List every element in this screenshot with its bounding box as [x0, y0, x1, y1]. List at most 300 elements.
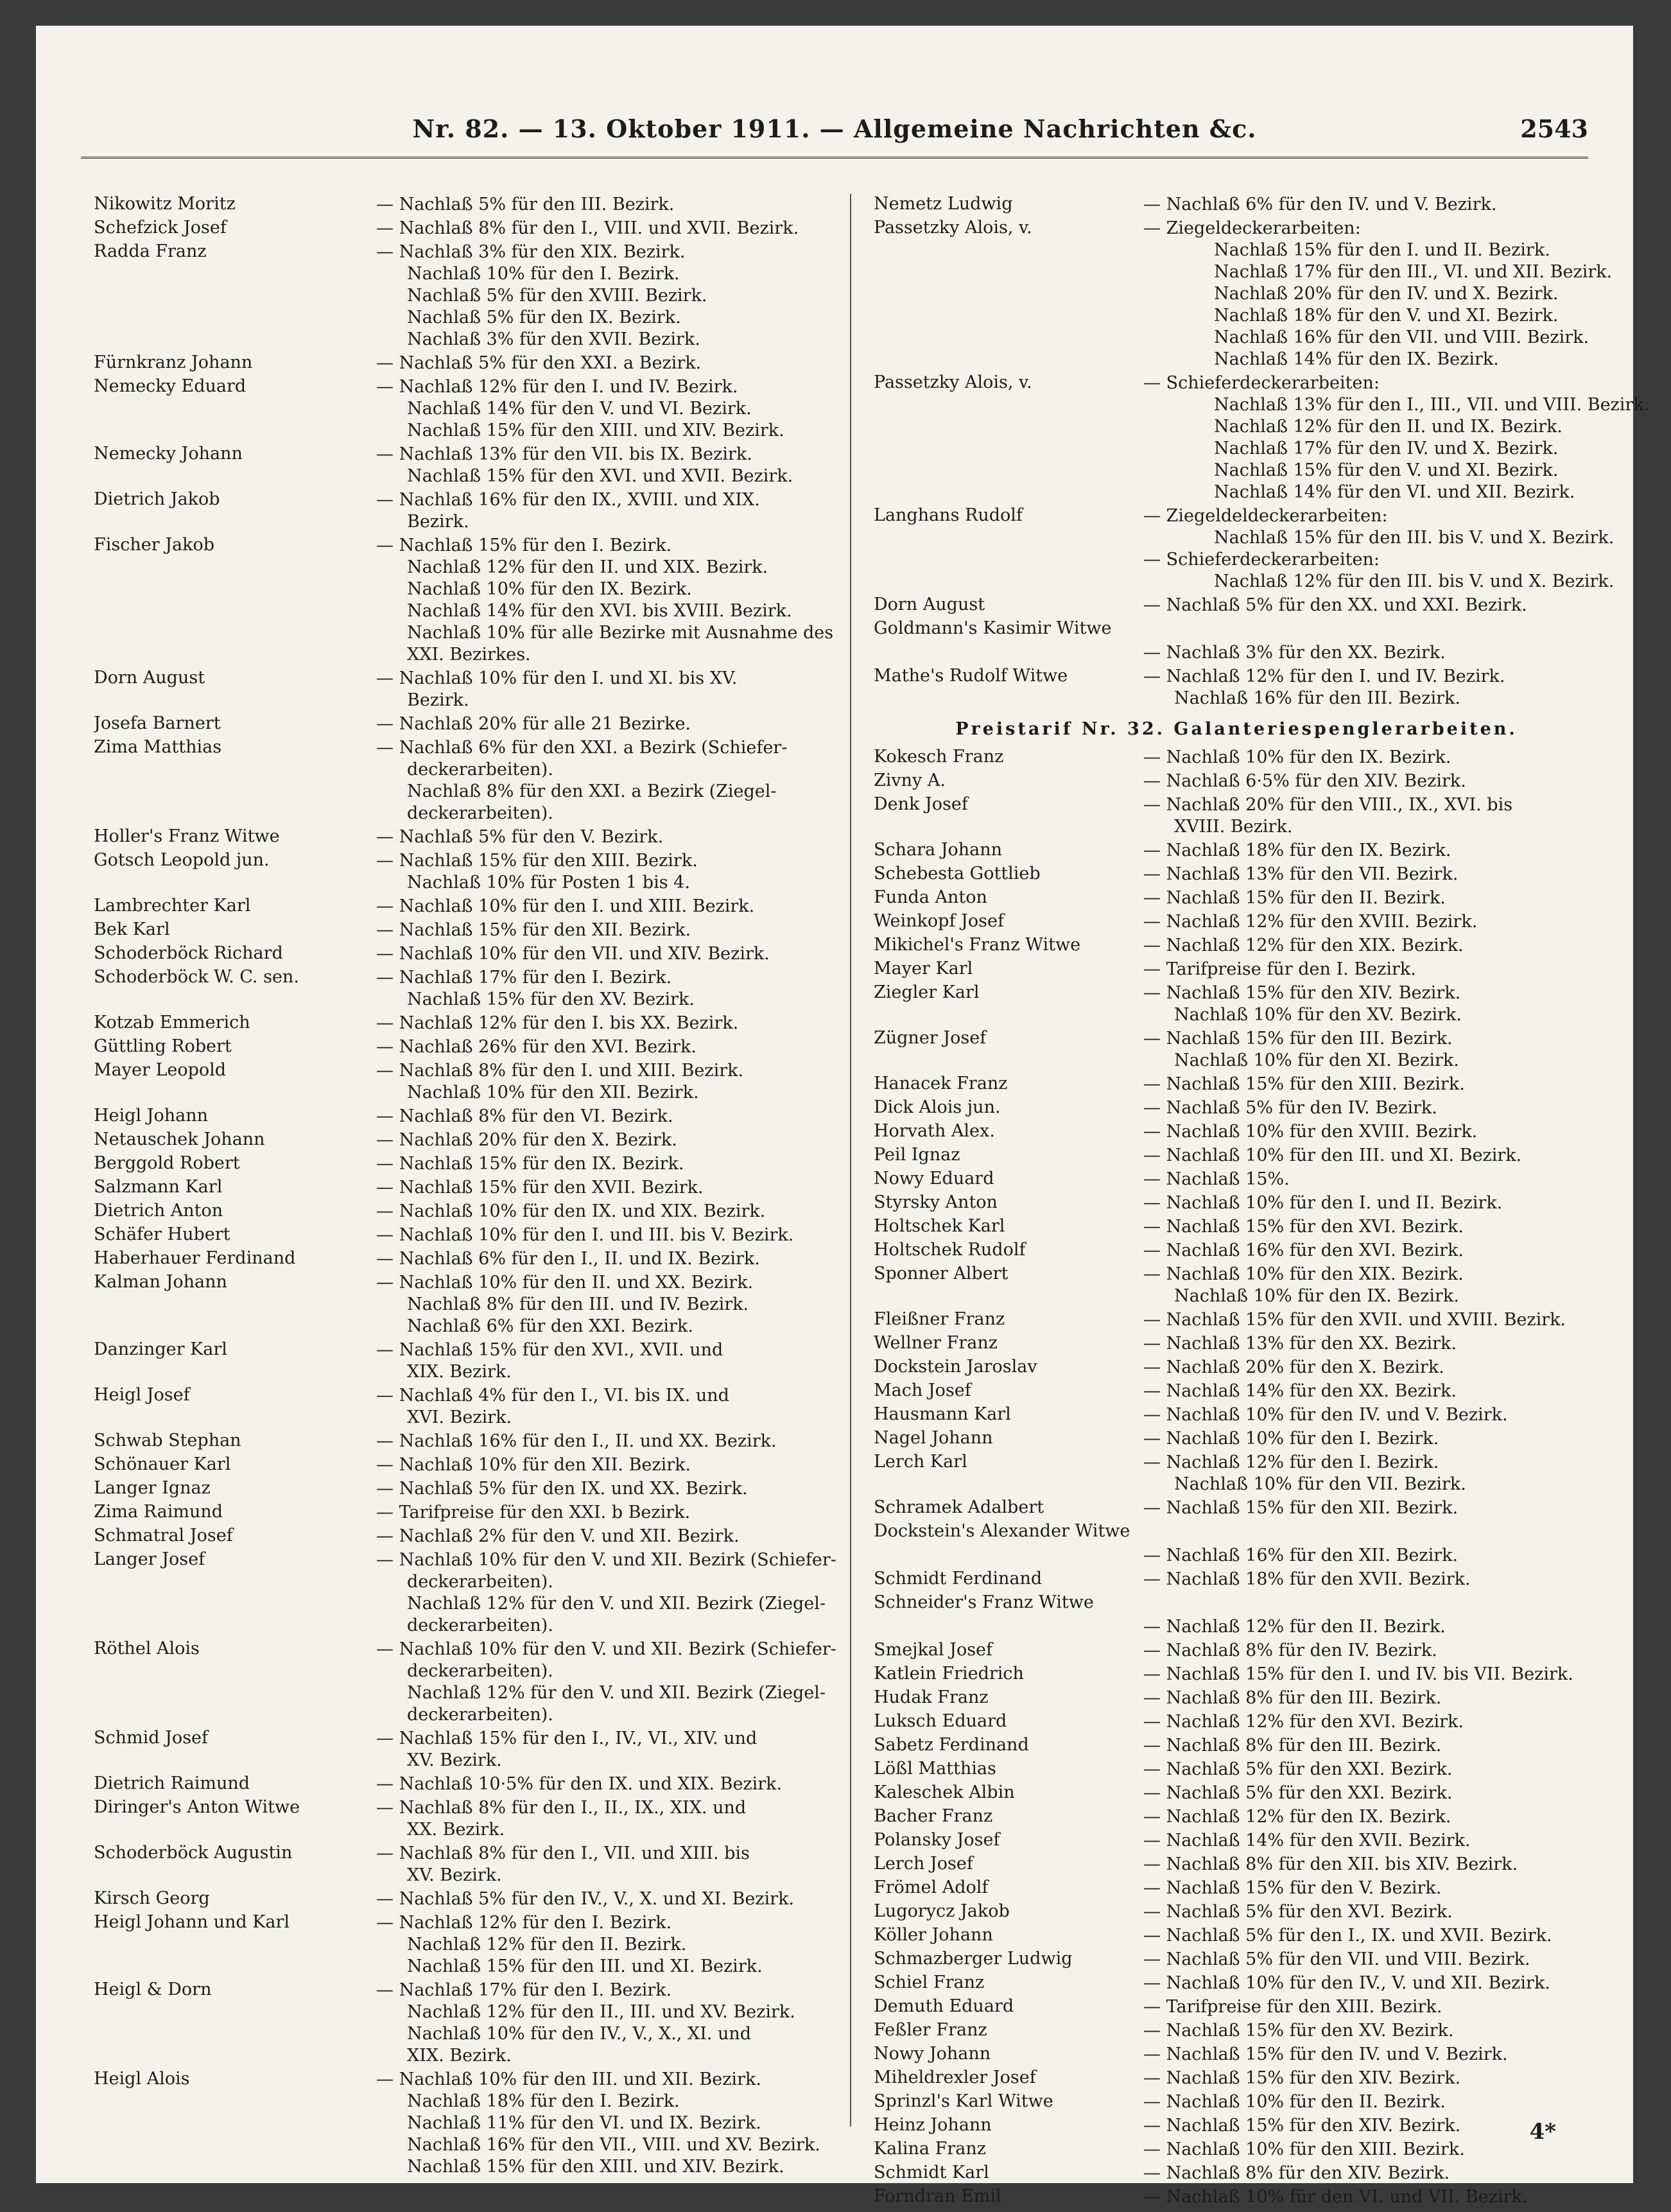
- entry-name: Schmazberger Ludwig: [874, 1949, 1073, 1969]
- entry-line: — Nachlaß 15% für den I. und IV. bis VII. Bezirk.: [1143, 1664, 1573, 1684]
- entry-name: Schara Johann: [874, 840, 1003, 860]
- entry-line: — Ziegeldeldeckerarbeiten:: [1143, 506, 1388, 526]
- entry-line: Nachlaß 15% für den XVI. und XVII. Bezirk.: [407, 466, 793, 486]
- entry-line: XVI. Bezirk.: [407, 1407, 512, 1427]
- entry-name: Heigl Johann und Karl: [94, 1912, 290, 1932]
- entry-line: Nachlaß 12% für den II. Bezirk.: [407, 1935, 687, 1955]
- entry-lines: [376, 444, 819, 487]
- entry-line: — Nachlaß 3% für den XIX. Bezirk.: [376, 242, 686, 262]
- entry-lines: [376, 850, 819, 894]
- entry-name: Schwab Stephan: [94, 1431, 241, 1450]
- entry-lines: [1143, 887, 1599, 909]
- entry-name: Kalina Franz: [874, 2139, 986, 2159]
- entry-line: deckerarbeiten).: [407, 1661, 553, 1681]
- column-divider: [850, 194, 851, 2127]
- list-item: [94, 1153, 819, 1175]
- entry-name: Heigl Johann: [94, 1106, 209, 1126]
- entry-line: — Nachlaß 13% für den XX. Bezirk.: [1143, 1334, 1457, 1354]
- entry-line: — Nachlaß 10% für den XVIII. Bezirk.: [1143, 1122, 1478, 1142]
- entry-lines: [376, 1201, 819, 1223]
- header-rule: [81, 157, 1588, 165]
- entry-lines: [1143, 1640, 1599, 1662]
- entry-name: Zima Matthias: [94, 737, 222, 757]
- entry-line: Nachlaß 18% für den V. und XI. Bezirk.: [1214, 306, 1559, 326]
- entry-line: Nachlaß 10% für den XV. Bezirk.: [1174, 1005, 1462, 1025]
- entry-line: Nachlaß 15% für den III. bis V. und X. Bezirk.: [1214, 528, 1615, 548]
- list-item: [94, 850, 819, 894]
- entry-name: Bacher Franz: [874, 1806, 993, 1826]
- list-item: [874, 1521, 1599, 1543]
- list-item: [94, 1106, 819, 1128]
- entry-name: Lößl Matthias: [874, 1759, 996, 1779]
- list-item: [94, 1431, 819, 1452]
- entry-lines: [376, 1224, 819, 1246]
- list-item: [874, 771, 1599, 792]
- entry-lines: [1143, 1782, 1599, 1804]
- list-item: [874, 911, 1599, 933]
- entry-name: Dietrich Anton: [94, 1201, 223, 1221]
- entry-line: Nachlaß 10% für den XI. Bezirk.: [1174, 1050, 1459, 1070]
- entry-lines: [376, 1060, 819, 1104]
- entry-lines: [1143, 2068, 1599, 2089]
- entry-line: — Nachlaß 10% für den III. und XII. Bezirk.: [376, 2069, 761, 2089]
- entry-lines: [376, 1248, 819, 1270]
- entry-line: — Nachlaß 10% für den I. und III. bis V. Bezirk.: [376, 1225, 794, 1245]
- entry-lines: [1143, 1973, 1599, 1994]
- list-item: [94, 353, 819, 374]
- entry-name: Güttling Robert: [94, 1036, 232, 1056]
- entry-lines: [376, 1153, 819, 1175]
- entry-name: Zima Raimund: [94, 1502, 223, 1522]
- list-item: [874, 1404, 1599, 1426]
- entry-lines: [376, 1843, 819, 1886]
- entry-lines: [376, 376, 819, 442]
- entry-lines: [1143, 2186, 1599, 2208]
- list-item: [94, 1224, 819, 1246]
- list-item: [874, 840, 1599, 862]
- entry-line: — Nachlaß 15% für den II. Bezirk.: [1143, 888, 1446, 908]
- entry-line: — Tarifpreise für den XIII. Bezirk.: [1143, 1997, 1442, 2017]
- entry-lines: [1143, 747, 1599, 769]
- entry-name: Lambrechter Karl: [94, 896, 251, 916]
- list-item: [874, 218, 1613, 370]
- entry-name: Dick Alois jun.: [874, 1097, 1001, 1117]
- list-item: [874, 935, 1599, 957]
- entry-lines: [376, 713, 819, 735]
- signature-mark: 4*: [1529, 2119, 1556, 2145]
- entry-line: Nachlaß 14% für den VI. und XII. Bezirk.: [1214, 482, 1575, 502]
- list-item: [874, 1569, 1599, 1590]
- entry-name: Dorn August: [874, 595, 985, 614]
- entry-line: deckerarbeiten).: [407, 803, 553, 823]
- entry-name: Röthel Alois: [94, 1639, 200, 1659]
- entry-name: Denk Josef: [874, 794, 968, 814]
- list-item: [874, 1428, 1599, 1450]
- entry-name: Schmid Josef: [94, 1728, 209, 1748]
- entry-lines: [376, 2069, 820, 2178]
- entry-line: Nachlaß 10% für den I. Bezirk.: [407, 264, 680, 284]
- entry-lines: [1143, 1925, 1599, 1947]
- entry-lines: [1143, 1759, 1599, 1781]
- entry-line: — Nachlaß 8% für den XII. bis XIV. Bezirk.: [1143, 1854, 1518, 1874]
- section-heading: Preistarif Nr. 32. Galanteriespenglerarbeiten.: [955, 719, 1518, 739]
- entry-line: Nachlaß 10% für den IX. Bezirk.: [407, 579, 692, 599]
- entry-lines: [376, 1728, 819, 1772]
- right-column: [874, 194, 1650, 2210]
- entry-line: — Ziegeldeckerarbeiten:: [1143, 218, 1361, 238]
- entry-line: Nachlaß 15% für den V. und XI. Bezirk.: [1214, 460, 1559, 480]
- entry-lines: [1143, 2163, 1599, 2184]
- entry-line: — Nachlaß 10% für den VII. und XIV. Bezirk.: [376, 944, 770, 964]
- entry-line: — Nachlaß 6% für den IV. und V. Bezirk.: [1143, 195, 1497, 214]
- list-item: [874, 1121, 1599, 1143]
- entry-lines: [1143, 642, 1599, 664]
- list-item: [94, 376, 819, 442]
- entry-line: — Nachlaß 15% für den XIV. Bezirk.: [1143, 2068, 1461, 2088]
- entry-line: [1143, 1592, 1599, 1614]
- list-item: [874, 794, 1599, 838]
- entry-name: Heigl Josef: [94, 1385, 190, 1405]
- entry-line: — Nachlaß 16% für den XVI. Bezirk.: [1143, 1241, 1464, 1260]
- entry-name: Schramek Adalbert: [874, 1497, 1044, 1517]
- list-item: [874, 887, 1599, 909]
- entry-name: Mayer Leopold: [94, 1060, 227, 1080]
- entry-line: deckerarbeiten).: [407, 1705, 553, 1725]
- entry-lines: [376, 241, 819, 351]
- entry-line: — Nachlaß 4% für den I., VI. bis IX. und: [376, 1386, 729, 1406]
- entry-line: Nachlaß 12% für den III. bis V. und X. Bezirk.: [1214, 571, 1615, 591]
- entry-line: — Nachlaß 15% für den XII. Bezirk.: [1143, 1498, 1459, 1518]
- entry-lines: [376, 1888, 819, 1910]
- entry-lines: [1143, 666, 1599, 710]
- entry-line: — Nachlaß 15%.: [1143, 1169, 1290, 1189]
- entry-name: Dietrich Raimund: [94, 1773, 250, 1793]
- entry-line: Nachlaß 15% für den XIII. und XIV. Bezirk.: [407, 2157, 784, 2177]
- entry-line: Nachlaß 14% für den IX. Bezirk.: [1214, 349, 1499, 369]
- entry-line: [1143, 618, 1599, 640]
- entry-line: — Nachlaß 5% für den XX. und XXI. Bezirk.: [1143, 595, 1527, 615]
- entry-name: Radda Franz: [94, 241, 207, 261]
- entry-line: — Nachlaß 20% für den X. Bezirk.: [376, 1130, 677, 1150]
- entry-lines: [1143, 1169, 1599, 1190]
- list-item: [874, 1806, 1599, 1828]
- list-item: [874, 2091, 1599, 2113]
- entry-line: — Nachlaß 8% für den III. Bezirk.: [1143, 1736, 1442, 1755]
- entry-lines: [1143, 1877, 1599, 1899]
- entry-name: Schebesta Gottlieb: [874, 864, 1041, 884]
- entry-line: — Nachlaß 3% für den XX. Bezirk.: [1143, 643, 1446, 663]
- entry-lines: [376, 1106, 819, 1128]
- entry-name: Sprinzl's Karl Witwe: [874, 2091, 1053, 2111]
- list-item: [94, 1980, 819, 2067]
- list-item: [94, 1639, 836, 1726]
- entry-line: — Nachlaß 10% für den V. und XII. Bezirk (Schiefer-: [376, 1550, 836, 1570]
- entry-line: — Nachlaß 10·5% für den IX. und XIX. Bezirk.: [376, 1774, 783, 1794]
- list-item: [874, 194, 1599, 216]
- entry-lines: [376, 1639, 836, 1726]
- entry-lines: [1143, 1687, 1599, 1709]
- list-item: [94, 1728, 819, 1772]
- entry-line: — Nachlaß 15% für den XVII. und XVIII. Bezirk.: [1143, 1310, 1566, 1330]
- page-title: Nr. 82. — 13. Oktober 1911. — Allgemeine Nachrichten &c.: [412, 114, 1257, 143]
- entry-name: Hudak Franz: [874, 1687, 989, 1707]
- entry-line: — Nachlaß 10% für den I. und II. Bezirk.: [1143, 1193, 1503, 1213]
- entry-line: — Nachlaß 2% für den V. und XII. Bezirk.: [376, 1526, 740, 1546]
- entry-lines: [1143, 840, 1599, 862]
- entry-name: Gotsch Leopold jun.: [94, 850, 270, 870]
- entry-line: — Nachlaß 5% für den V. Bezirk.: [376, 827, 664, 847]
- entry-name: Miheldrexler Josef: [874, 2068, 1036, 2087]
- entry-line: — Nachlaß 10% für den XII. Bezirk.: [376, 1455, 691, 1475]
- entry-name: Schmidt Ferdinand: [874, 1569, 1043, 1589]
- entry-lines: [376, 218, 819, 239]
- list-item: [94, 967, 819, 1011]
- entry-line: — Nachlaß 5% für den XXI. a Bezirk.: [376, 353, 702, 373]
- entry-lines: [1143, 1711, 1599, 1733]
- entry-line: — Nachlaß 20% für den X. Bezirk.: [1143, 1357, 1444, 1377]
- list-item: [94, 218, 819, 239]
- entry-line: deckerarbeiten).: [407, 1615, 553, 1635]
- entry-line: Nachlaß 10% für den VII. Bezirk.: [1174, 1474, 1466, 1494]
- entry-lines: [1143, 1521, 1599, 1543]
- entry-name: Heinz Johann: [874, 2115, 992, 2135]
- entry-line: — Nachlaß 5% für den XXI. Bezirk.: [1143, 1783, 1453, 1803]
- list-item: [874, 1074, 1599, 1095]
- entry-lines: [376, 1773, 819, 1795]
- list-item: [874, 1357, 1599, 1379]
- entry-line: — Nachlaß 8% für den IV. Bezirk.: [1143, 1641, 1437, 1660]
- entry-line: — Nachlaß 15% für den XVII. Bezirk.: [376, 1178, 704, 1197]
- entry-name: Smejkal Josef: [874, 1640, 993, 1660]
- entry-line: — Nachlaß 15% für den IX. Bezirk.: [376, 1154, 684, 1174]
- list-item: [874, 372, 1650, 503]
- entry-line: — Nachlaß 16% für den XII. Bezirk.: [1143, 1546, 1459, 1565]
- entry-line: — Nachlaß 8% für den I. und XIII. Bezirk.: [376, 1061, 744, 1081]
- list-item: [874, 959, 1599, 980]
- entry-name: Schmidt Karl: [874, 2163, 989, 2182]
- entry-line: Nachlaß 17% für den IV. und X. Bezirk.: [1214, 439, 1559, 458]
- entry-line: XXI. Bezirkes.: [407, 645, 531, 665]
- list-item: [94, 1888, 819, 1910]
- entry-lines: [1143, 1545, 1599, 1567]
- entry-line: — Nachlaß 12% für den II. Bezirk.: [1143, 1617, 1446, 1637]
- list-item: [94, 668, 819, 711]
- list-item: [94, 1526, 819, 1547]
- entry-line: — Nachlaß 10% für den IX. Bezirk.: [1143, 747, 1451, 767]
- entry-lines: [1143, 505, 1614, 593]
- entry-line: — Nachlaß 10% für den II. Bezirk.: [1143, 2092, 1446, 2112]
- entry-line: XV. Bezirk.: [407, 1865, 502, 1885]
- entry-name: Luksch Eduard: [874, 1711, 1007, 1731]
- entry-line: — Nachlaß 10% für den IV., V. und XII. Bezirk.: [1143, 1973, 1550, 1993]
- entry-line: — Nachlaß 13% für den VII. Bezirk.: [1143, 864, 1459, 884]
- list-item: [94, 826, 819, 848]
- list-item: [874, 1380, 1599, 1402]
- entry-lines: [376, 919, 819, 941]
- entry-line: — Nachlaß 14% für den XVII. Bezirk.: [1143, 1831, 1471, 1851]
- entry-line: — Nachlaß 20% für alle 21 Bezirke.: [376, 714, 691, 734]
- entry-lines: [376, 1797, 819, 1841]
- entry-name: Dockstein Jaroslav: [874, 1357, 1037, 1377]
- entry-line: Nachlaß 16% für den III. Bezirk.: [1174, 688, 1460, 708]
- entry-line: — Nachlaß 10% für den III. und XI. Bezirk.: [1143, 1145, 1522, 1165]
- entry-line: Nachlaß 6% für den XXI. Bezirk.: [407, 1316, 693, 1336]
- entry-lines: [376, 1526, 819, 1547]
- entry-line: — Nachlaß 12% für den XVI. Bezirk.: [1143, 1712, 1464, 1732]
- entry-line: — Nachlaß 20% für den VIII., IX., XVI. bis: [1143, 795, 1513, 815]
- entry-line: — Nachlaß 15% für den XIII. Bezirk.: [1143, 1074, 1465, 1094]
- list-item: [874, 2186, 1599, 2208]
- entry-name: Nowy Johann: [874, 2044, 991, 2064]
- entry-name: Heigl Alois: [94, 2069, 190, 2089]
- entry-lines: [376, 737, 819, 824]
- entry-line: Nachlaß 12% für den II., III. und XV. Bezirk.: [407, 2002, 795, 2022]
- entry-line: — Nachlaß 10% für den XIII. Bezirk.: [1143, 2139, 1465, 2159]
- entry-name: Horvath Alex.: [874, 1121, 995, 1141]
- list-item: [94, 1454, 819, 1476]
- entry-line: Nachlaß 12% für den II. und XIX. Bezirk.: [407, 557, 768, 577]
- list-item: [94, 919, 819, 941]
- entry-line: XIX. Bezirk.: [407, 1362, 512, 1382]
- entry-line: Nachlaß 14% für den XVI. bis XVIII. Bezirk.: [407, 601, 792, 621]
- list-item: [874, 1240, 1599, 1262]
- list-item: [874, 2044, 1599, 2066]
- list-item: [94, 896, 819, 918]
- entry-name: Sponner Albert: [874, 1264, 1009, 1284]
- entry-lines: [1143, 1074, 1599, 1095]
- list-item: [94, 489, 819, 533]
- entry-lines: [1143, 1452, 1599, 1495]
- entry-line: Nachlaß 10% für den IV., V., X., XI. und: [407, 2024, 752, 2044]
- entry-line: Nachlaß 12% für den II. und IX. Bezirk.: [1214, 417, 1563, 437]
- entry-name: Netauschek Johann: [94, 1129, 265, 1149]
- entry-lines: [376, 1912, 819, 1978]
- entry-name: Zügner Josef: [874, 1028, 987, 1048]
- entry-line: — Nachlaß 10% für den I. und XIII. Bezirk.: [376, 896, 755, 916]
- entry-line: — Nachlaß 15% für den XIV. Bezirk.: [1143, 983, 1461, 1003]
- entry-lines: [376, 967, 819, 1011]
- entry-line: — Nachlaß 10% für den IV. und V. Bezirk.: [1143, 1405, 1508, 1425]
- list-item: [874, 1545, 1599, 1567]
- entry-line: Nachlaß 12% für den V. und XII. Bezirk (Ziegel-: [407, 1594, 826, 1614]
- entry-name: Bek Karl: [94, 919, 170, 939]
- entry-line: — Schieferdeckerarbeiten:: [1143, 550, 1380, 570]
- list-item: [94, 1478, 819, 1500]
- entry-line: — Nachlaß 12% für den XIX. Bezirk.: [1143, 936, 1464, 955]
- list-item: [874, 1497, 1599, 1519]
- entry-lines: [376, 353, 819, 374]
- entry-name: Nikowitz Moritz: [94, 194, 236, 214]
- list-item: [874, 2020, 1599, 2042]
- entry-lines: [1143, 1264, 1599, 1307]
- entry-name: Dietrich Jakob: [94, 489, 220, 509]
- entry-lines: [376, 1272, 819, 1337]
- list-item: [874, 1949, 1599, 1971]
- entry-name: Mathe's Rudolf Witwe: [874, 666, 1068, 686]
- list-item: [94, 1060, 819, 1104]
- list-item: [874, 1925, 1599, 1947]
- list-item: [94, 1843, 819, 1886]
- entry-line: Nachlaß 17% für den III., VI. und XII. Bezirk.: [1214, 262, 1613, 282]
- entry-line: Nachlaß 8% für den III. und IV. Bezirk.: [407, 1294, 749, 1314]
- list-item: [874, 1973, 1599, 1994]
- entry-lines: [1143, 1192, 1599, 1214]
- entry-lines: [1143, 1592, 1599, 1614]
- entry-name: Hanacek Franz: [874, 1074, 1008, 1093]
- entry-lines: [1143, 935, 1599, 957]
- list-item: [874, 1145, 1599, 1167]
- entry-name: Köller Johann: [874, 1925, 993, 1945]
- entry-name: Ziegler Karl: [874, 982, 980, 1002]
- list-item: [874, 505, 1615, 593]
- entry-name: Wellner Franz: [874, 1333, 998, 1353]
- entry-lines: [376, 668, 819, 711]
- entry-line: — Nachlaß 16% für den IX., XVIII. und XIX.: [376, 490, 760, 510]
- entry-line: Nachlaß 10% für den IX. Bezirk.: [1174, 1286, 1459, 1306]
- entry-line: — Nachlaß 6·5% für den XIV. Bezirk.: [1143, 771, 1466, 791]
- entry-lines: [1143, 1380, 1599, 1402]
- entry-line: XIX. Bezirk.: [407, 2046, 512, 2066]
- entry-line: — Nachlaß 17% für den I. Bezirk.: [376, 968, 672, 988]
- list-item: [94, 1013, 819, 1034]
- entry-line: Nachlaß 15% für den XV. Bezirk.: [407, 989, 695, 1009]
- list-item: [94, 1549, 836, 1637]
- list-item: [94, 1502, 819, 1524]
- list-item: [94, 1339, 819, 1383]
- entry-line: — Nachlaß 18% für den XVII. Bezirk.: [1143, 1569, 1471, 1589]
- list-item: [874, 1452, 1599, 1495]
- entry-line: Nachlaß 16% für den VII., VIII. und XV. Bezirk.: [407, 2135, 820, 2155]
- list-item: [874, 1901, 1599, 1923]
- entry-line: — Nachlaß 12% für den XVIII. Bezirk.: [1143, 912, 1478, 932]
- entry-line: — Nachlaß 5% für den III. Bezirk.: [376, 195, 675, 214]
- entry-lines: [1143, 1664, 1599, 1685]
- list-item: [94, 1797, 819, 1841]
- list-item: [94, 194, 819, 216]
- entry-line: Nachlaß 14% für den V. und VI. Bezirk.: [407, 399, 752, 419]
- entry-line: — Nachlaß 6% für den XXI. a Bezirk (Schiefer-: [376, 738, 788, 758]
- entry-line: [1143, 1521, 1599, 1543]
- entry-name: Styrsky Anton: [874, 1192, 998, 1212]
- entry-name: Nemecky Eduard: [94, 376, 247, 396]
- entry-lines: [1143, 2091, 1599, 2113]
- entry-name: Holtschek Rudolf: [874, 1240, 1026, 1260]
- list-item: [94, 1272, 819, 1337]
- entry-line: — Nachlaß 26% für den XVI. Bezirk.: [376, 1037, 697, 1057]
- entry-name: Passetzky Alois, v.: [874, 218, 1032, 238]
- entry-line: — Nachlaß 17% für den I. Bezirk.: [376, 1980, 672, 2000]
- entry-line: — Nachlaß 12% für den I. und IV. Bezirk.: [1143, 666, 1505, 686]
- entry-name: Berggold Robert: [94, 1153, 240, 1173]
- entry-line: Nachlaß 20% für den IV. und X. Bezirk.: [1214, 284, 1559, 304]
- entry-name: Holtschek Karl: [874, 1216, 1005, 1236]
- entry-line: Nachlaß 5% für den IX. Bezirk.: [407, 308, 681, 327]
- entry-lines: [1143, 218, 1612, 370]
- entry-line: Bezirk.: [407, 690, 469, 710]
- entry-lines: [376, 1431, 819, 1452]
- entry-name: Schefzick Josef: [94, 218, 227, 238]
- list-item: [874, 1192, 1599, 1214]
- entry-lines: [1143, 864, 1599, 885]
- entry-line: Nachlaß 18% für den I. Bezirk.: [407, 2091, 680, 2111]
- list-item: [874, 1711, 1599, 1733]
- entry-name: Kaleschek Albin: [874, 1782, 1015, 1802]
- entry-line: — Nachlaß 15% für den XV. Bezirk.: [1143, 2021, 1454, 2041]
- list-item: [874, 1028, 1599, 1072]
- entry-line: Nachlaß 15% für den I. und II. Bezirk.: [1214, 240, 1550, 260]
- list-item: [874, 1759, 1599, 1781]
- list-item: [874, 747, 1599, 769]
